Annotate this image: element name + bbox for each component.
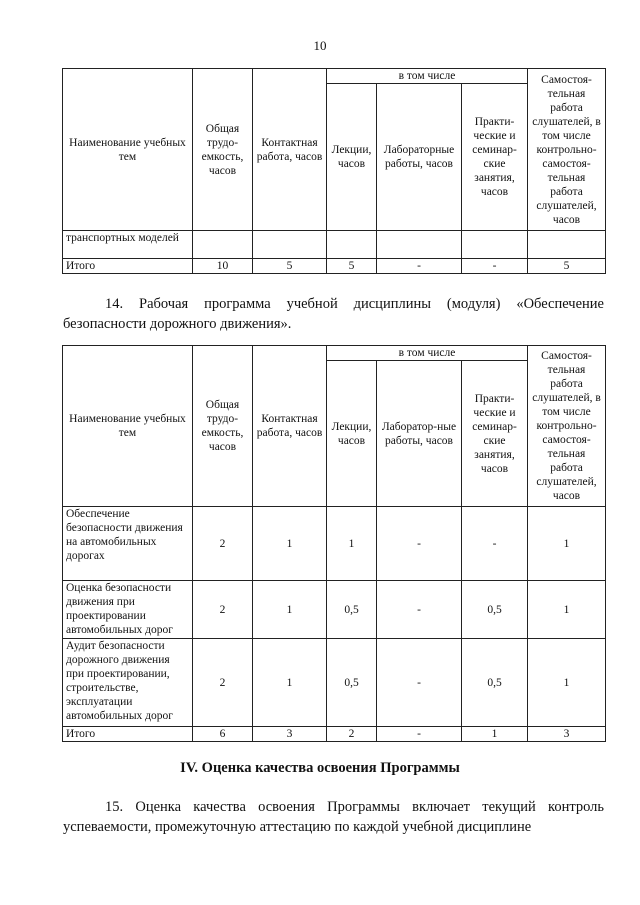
header-lectures: Лекции, часов bbox=[327, 361, 377, 507]
contact-hours: 1 bbox=[253, 639, 327, 727]
paragraph-14: 14. Рабочая программа учебной дисциплины (модуля) «Обеспечение безопасности дорожного движения». bbox=[63, 296, 604, 332]
total-row bbox=[63, 259, 606, 274]
contact-hours: 3 bbox=[253, 727, 327, 742]
header-including: в том числе bbox=[327, 346, 528, 361]
lab-hours: - bbox=[377, 581, 462, 639]
contact-hours bbox=[253, 231, 327, 259]
total-hours: 2 bbox=[193, 507, 253, 581]
topic-name: Итого bbox=[63, 259, 193, 274]
lecture-hours: 2 bbox=[327, 727, 377, 742]
header-contact-hours: Контактная работа, часов bbox=[253, 346, 327, 507]
header-practical: Практи-ческие и семинар-ские занятия, часов bbox=[462, 361, 528, 507]
table-row bbox=[63, 639, 606, 727]
header-practical: Практи-ческие и семинар-ские занятия, часов bbox=[462, 84, 528, 231]
header-total-hours: Общая трудо-емкость, часов bbox=[193, 69, 253, 231]
page-number: 10 bbox=[313, 38, 327, 53]
self-study-hours: 1 bbox=[528, 581, 606, 639]
header-contact-hours: Контактная работа, часов bbox=[253, 69, 327, 231]
lecture-hours: 1 bbox=[327, 507, 377, 581]
topic-name: Аудит безопасности дорожного движения при проектировании, строительстве, эксплуатации автомобильных дорог bbox=[63, 639, 193, 727]
lab-hours: - bbox=[377, 639, 462, 727]
practical-hours: 1 bbox=[462, 727, 528, 742]
lecture-hours bbox=[327, 231, 377, 259]
header-total-hours: Общая трудо-емкость, часов bbox=[193, 346, 253, 507]
header-topic-name: Наименование учебных тем bbox=[63, 346, 193, 507]
lecture-hours: 0,5 bbox=[327, 639, 377, 727]
topic-name: Обеспечение безопасности движения на автомобильных дорогах bbox=[63, 507, 193, 581]
lab-hours: - bbox=[377, 727, 462, 742]
total-hours: 10 bbox=[193, 259, 253, 274]
self-study-hours: 3 bbox=[528, 727, 606, 742]
contact-hours: 1 bbox=[253, 507, 327, 581]
practical-hours: 0,5 bbox=[462, 639, 528, 727]
road-safety-program-table bbox=[62, 345, 606, 742]
header-lectures: Лекции, часов bbox=[327, 84, 377, 231]
topic-name: Оценка безопасности движения при проектировании автомобильных дорог bbox=[63, 581, 193, 639]
contact-hours: 5 bbox=[253, 259, 327, 274]
study-hours-table-continued bbox=[62, 68, 606, 274]
practical-hours: - bbox=[462, 507, 528, 581]
total-hours: 2 bbox=[193, 581, 253, 639]
lab-hours bbox=[377, 231, 462, 259]
section-heading: IV. Оценка качества освоения Программы bbox=[180, 760, 460, 776]
total-hours: 6 bbox=[193, 727, 253, 742]
lecture-hours: 5 bbox=[327, 259, 377, 274]
practical-hours: 0,5 bbox=[462, 581, 528, 639]
practical-hours bbox=[462, 231, 528, 259]
self-study-hours: 5 bbox=[528, 259, 606, 274]
lab-hours: - bbox=[377, 259, 462, 274]
header-including: в том числе bbox=[327, 69, 528, 84]
header-topic-name: Наименование учебных тем bbox=[63, 69, 193, 231]
header-lab-work: Лабораторные работы, часов bbox=[377, 84, 462, 231]
header-self-study: Самостоя-тельная работа слушателей, в том числе контрольно-самостоя-тельная работа слушателей, часов bbox=[528, 346, 606, 507]
lecture-hours: 0,5 bbox=[327, 581, 377, 639]
topic-name: транспортных моделей bbox=[63, 231, 193, 259]
total-hours bbox=[193, 231, 253, 259]
practical-hours: - bbox=[462, 259, 528, 274]
self-study-hours: 1 bbox=[528, 507, 606, 581]
contact-hours: 1 bbox=[253, 581, 327, 639]
total-hours: 2 bbox=[193, 639, 253, 727]
self-study-hours: 1 bbox=[528, 639, 606, 727]
table-row bbox=[63, 581, 606, 639]
self-study-hours bbox=[528, 231, 606, 259]
total-row bbox=[63, 727, 606, 742]
header-self-study: Самостоя-тельная работа слушателей, в том числе контрольно-самостоя-тельная работа слушателей, часов bbox=[528, 69, 606, 231]
table-row bbox=[63, 507, 606, 581]
lab-hours: - bbox=[377, 507, 462, 581]
table-row bbox=[63, 231, 606, 259]
topic-name: Итого bbox=[63, 727, 193, 742]
header-lab-work: Лаборатор-ные работы, часов bbox=[377, 361, 462, 507]
paragraph-15: 15. Оценка качества освоения Программы включает текущий контроль успеваемости, промежуточную аттестацию по каждой учебной дисциплине bbox=[63, 799, 604, 835]
